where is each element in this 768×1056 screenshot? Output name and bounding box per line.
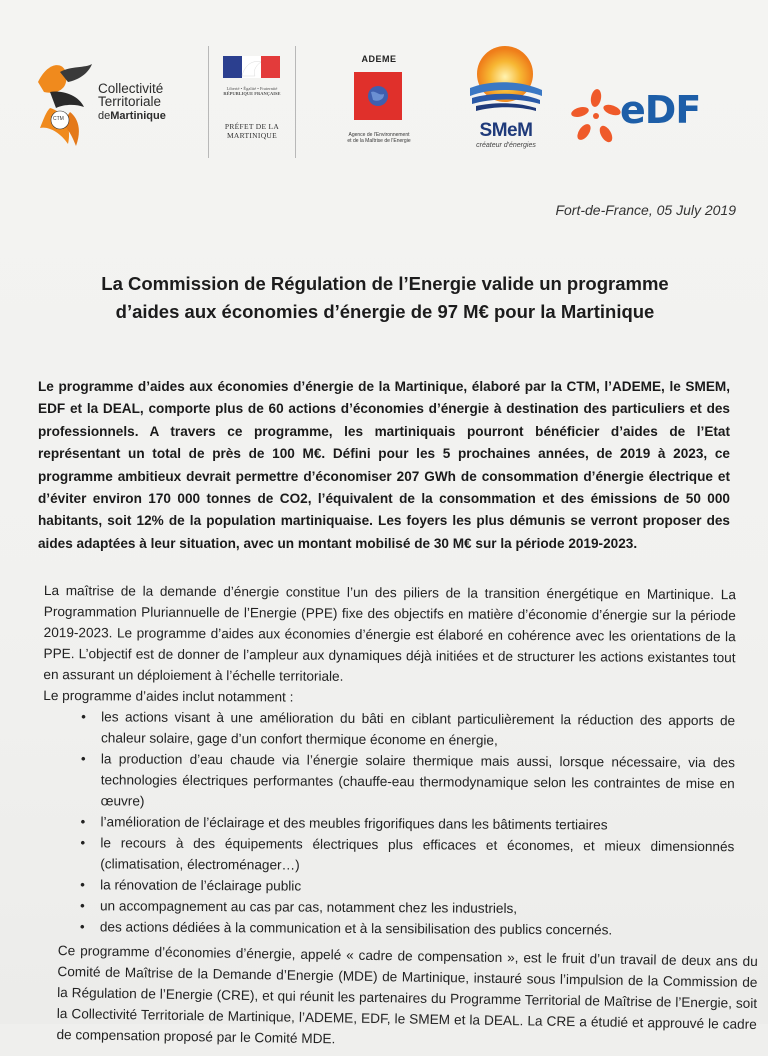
page-title [40,270,730,326]
ctm-abbr: CTM [53,116,64,122]
list-item: • la production d’eau chaude via l’énergie solaire thermique mais aussi, lorsque nécessaire, via des technologies électriques performantes (chauffe-eau thermodynamique selon les contraintes de mise en œuvre) [81,748,735,815]
sun-icon [460,40,550,122]
ctm-line2: Territoriale [98,94,162,109]
list-item: • la rénovation de l’éclairage public [80,874,734,899]
list-item: • les actions visant à une amélioration du bâti en ciblant particulièrement la réduction des apports de chaleur solaire, gage d’un confort thermique économe en énergie, [81,706,735,752]
ctm-logo [30,52,180,152]
ademe-name: ADEME [361,54,397,64]
list-intro: Le programme d’aides inclut notamment : [43,687,294,705]
prefet-label [209,122,295,140]
prefet-republic: RÉPUBLIQUE FRANÇAISE [223,91,281,96]
smem-logo [460,40,550,158]
prefet-line1: PRÉFET DE LA [224,122,280,131]
ademe-subtitle [332,132,426,144]
ademe-logo [332,50,426,154]
ctm-de: de [98,110,111,122]
edf-wordmark: eDF [620,88,701,132]
body-paragraph: La maîtrise de la demande d’énergie constitue l’un des piliers de la transition énergétique en Martinique. La Programmation Pluriannuelle de l’Energie (PPE) fixe des objectifs en matière d’économie d’énergie sur la période 2019-2023. Le programme d’aides aux économies d’énergie est élaboré en cohérence avec les orientations de la PPE. L’objectif est de donner de l’ampleur aux dynamiques déjà initiées et de structurer les actions existantes tout en assurant un déploiement à l’échelle territoriale. [43,582,736,684]
globe-icon [354,72,402,120]
list-item: • un accompagnement au cas par cas, notamment chez les industriels, [80,895,734,920]
ademe-sub2: et de la Maîtrise de l'Energie [347,138,411,144]
list-item: • le recours à des équipements électriques plus efficaces et économes, et mieux dimensionnés (climatisation, électroménager…) [80,832,734,878]
prefet-line2: MARTINIQUE [226,131,278,140]
closing-paragraph: Ce programme d’économies d’énergie, appelé « cadre de compensation », est le fruit d’un travail de deux ans du Comité de Maîtrise de la Demande d’Energie (MDE) de Martinique, instauré sous l’impulsion de la Commission de la Régulation de l’Energie (CRE), et qui réunit les partenaires du Programme Territorial de Maîtrise de l’Energie, soit la Collectivité Territoriale de Martinique, l’ADEME, EDF, le SMEM et la DEAL. La CRE a étudié et approuvé le cadre de compensation proposé par le Comité MDE. [56,942,758,1047]
prefet-logo [208,46,296,158]
prefet-motto: Liberté • Égalité • Fraternité [226,86,278,91]
smem-tagline: créateur d'énergies [476,142,536,149]
ademe-square [354,72,402,120]
body-section [42,580,736,941]
aid-list [42,706,735,941]
edf-logo [572,90,732,146]
list-item: • l’amélioration de l’éclairage et des meubles frigorifiques dans les bâtiments tertiaires [80,811,734,836]
ademe-sub1: Agence de l'Environnement [348,132,410,138]
marianne-icon [209,46,295,86]
lead-paragraph: Le programme d’aides aux économies d’énergie de la Martinique, élaboré par la CTM, l’ADEME, le SMEM, EDF et la DEAL, comporte plus de 60 actions d’économies d’énergie à destination des particuliers et des professionnels. A travers ce programme, les martiniquais pourront bénéficier d’aides de l’Etat représentant un total de près de 100 M€. Défini pour les 5 prochaines années, de 2019 à 2023, ce programme ambitieux devrait permettre d’économiser 207 GWh de consommation d’énergie électrique et d’éviter environ 170 000 tonnes de CO2, l’équivalent de la consommation et des émissions de 50 000 habitants, soit 12% de la population martiniquaise. Les foyers les plus démunis se verront proposer des aides adaptées à leur situation, avec un montant mobilisé de 30 M€ sur la période 2019-2023. [38,379,730,551]
title-line-2: d’aides aux économies d’énergie de 97 M€ pour la Martinique [115,301,655,322]
title-line-1: La Commission de Régulation de l’Energie valide un programme [101,273,669,294]
edf-flower-icon [572,90,620,146]
ctm-martinique: Martinique [110,110,166,122]
smem-name: SMeM [479,120,533,141]
release-date: Fort-de-France, 05 July 2019 [555,202,736,218]
prefet-motto-block [209,86,295,96]
ctm-name [98,82,166,123]
ctm-line1: Collectivité [98,81,164,96]
hummingbird-icon [30,52,100,152]
list-item: • des actions dédiées à la communication et à la sensibilisation des publics concernés. [80,916,734,941]
